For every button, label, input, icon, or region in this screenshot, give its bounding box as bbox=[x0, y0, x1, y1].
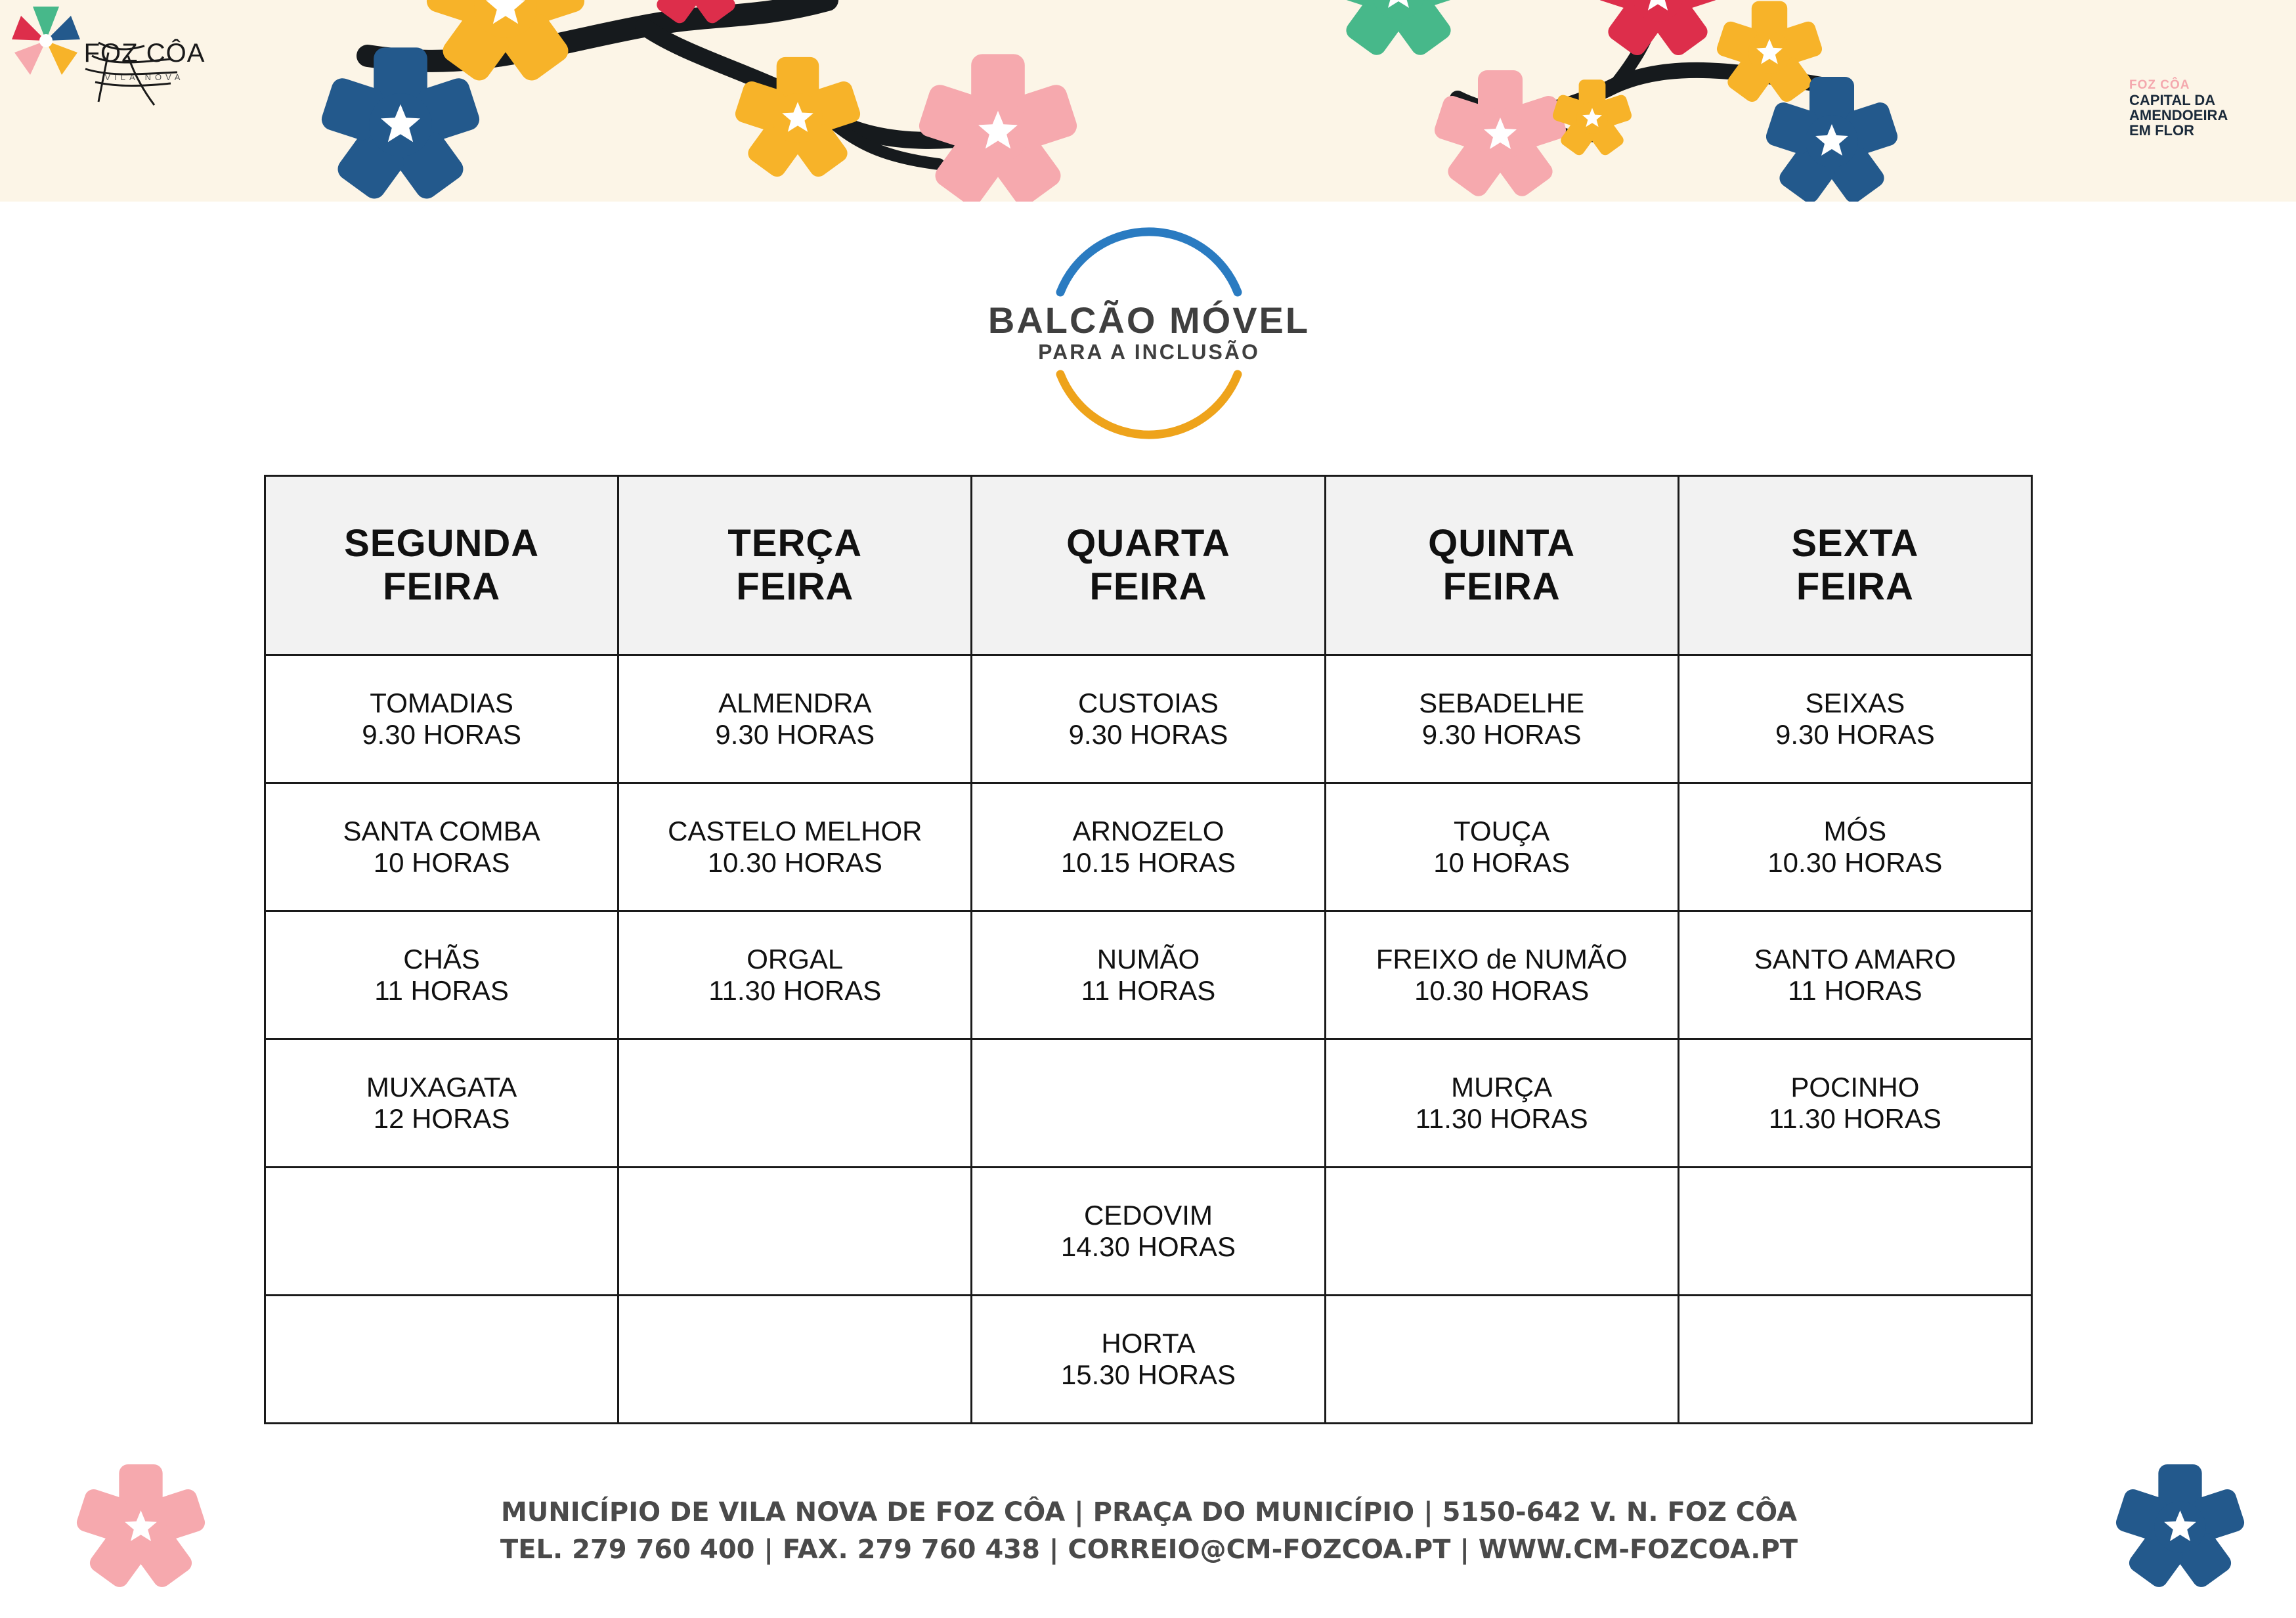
schedule-row bbox=[265, 783, 2032, 911]
schedule-cell bbox=[265, 783, 618, 911]
footer-address: MUNICÍPIO DE VILA NOVA DE FOZ CÔA | PRAÇA DO MUNICÍPIO | 5150-642 V. N. FOZ CÔA bbox=[501, 1497, 1797, 1527]
stop-time: 10.15 HORAS bbox=[1060, 847, 1236, 878]
schedule-cell bbox=[618, 1296, 972, 1424]
stop-place: FREIXO de NUMÃO bbox=[1375, 944, 1628, 974]
stop-place: SEIXAS bbox=[1805, 688, 1905, 718]
header-thursday: QUINTA FEIRA bbox=[1325, 476, 1678, 655]
stop-place: ORGAL bbox=[747, 944, 844, 974]
schedule-cell bbox=[1325, 1168, 1678, 1296]
stop-time: 11 HORAS bbox=[1788, 975, 1922, 1006]
schedule-cell bbox=[265, 1168, 618, 1296]
stop-place: POCINHO bbox=[1790, 1072, 1920, 1103]
footer-contact bbox=[460, 1494, 1838, 1569]
stop-place: NUMÃO bbox=[1096, 944, 1200, 974]
foz-coa-logo-name: FOZ CÔA bbox=[83, 39, 206, 68]
schedule-cell bbox=[1678, 1168, 2031, 1296]
stop-time: 15.30 HORAS bbox=[1060, 1359, 1236, 1390]
schedule-cell bbox=[265, 911, 618, 1039]
schedule-cell bbox=[1325, 1296, 1678, 1424]
stop-place: TOUÇA bbox=[1454, 816, 1550, 846]
stop-time: 9.30 HORAS bbox=[715, 719, 875, 750]
stop-time: 9.30 HORAS bbox=[1421, 719, 1582, 750]
schedule-cell bbox=[265, 655, 618, 783]
header-wednesday: QUARTA FEIRA bbox=[972, 476, 1325, 655]
balcao-movel-logo bbox=[978, 227, 1320, 443]
pink-flower-icon bbox=[74, 1463, 208, 1591]
stop-place: CUSTOIAS bbox=[1078, 688, 1219, 718]
schedule-cell bbox=[1678, 911, 2031, 1039]
header-tuesday: TERÇA FEIRA bbox=[618, 476, 972, 655]
blossom-branch-illustration bbox=[0, 0, 2296, 202]
schedule-cell bbox=[972, 1168, 1325, 1296]
capital-amendoeira-text bbox=[2129, 77, 2261, 138]
stop-time: 9.30 HORAS bbox=[1775, 719, 1935, 750]
stop-time: 10.30 HORAS bbox=[1414, 975, 1590, 1006]
stop-time: 11.30 HORAS bbox=[1768, 1103, 1941, 1134]
capital-line2: AMENDOEIRA bbox=[2129, 107, 2228, 123]
schedule-row bbox=[265, 911, 2032, 1039]
schedule-row bbox=[265, 1039, 2032, 1168]
schedule-cell bbox=[1325, 911, 1678, 1039]
schedule-cell bbox=[972, 783, 1325, 911]
capital-line1: CAPITAL DA bbox=[2129, 92, 2216, 108]
stop-place: SEBADELHE bbox=[1419, 688, 1585, 718]
stop-time: 9.30 HORAS bbox=[1068, 719, 1228, 750]
stop-place: CHÃS bbox=[403, 944, 480, 974]
schedule-cell bbox=[618, 783, 972, 911]
stop-time: 10 HORAS bbox=[373, 847, 510, 878]
stop-time: 12 HORAS bbox=[373, 1103, 510, 1134]
schedule-cell bbox=[1325, 655, 1678, 783]
stop-place: ALMENDRA bbox=[718, 688, 872, 718]
schedule-row bbox=[265, 1168, 2032, 1296]
schedule-cell bbox=[618, 1039, 972, 1168]
schedule-cell bbox=[1325, 783, 1678, 911]
schedule-cell bbox=[972, 655, 1325, 783]
schedule-cell bbox=[1678, 783, 2031, 911]
balcao-subtitle: PARA A INCLUSÃO bbox=[1038, 340, 1260, 364]
stop-time: 11 HORAS bbox=[1081, 975, 1216, 1006]
schedule-cell bbox=[618, 1168, 972, 1296]
schedule-cell bbox=[265, 1296, 618, 1424]
foz-coa-logo-sub: VILA NOVA bbox=[104, 72, 184, 82]
capital-line3: EM FLOR bbox=[2129, 122, 2194, 139]
blue-flower-icon bbox=[2113, 1463, 2247, 1591]
schedule-cell bbox=[618, 911, 972, 1039]
schedule-cell bbox=[1325, 1039, 1678, 1168]
schedule-header-row bbox=[265, 476, 2032, 655]
schedule-row bbox=[265, 655, 2032, 783]
schedule-cell bbox=[972, 1296, 1325, 1424]
stop-place: MÓS bbox=[1823, 816, 1887, 846]
header-friday: SEXTA FEIRA bbox=[1678, 476, 2031, 655]
stop-place: CEDOVIM bbox=[1083, 1200, 1213, 1231]
schedule-cell bbox=[1678, 1296, 2031, 1424]
stop-place: TOMADIAS bbox=[370, 688, 513, 718]
schedule-cell bbox=[1678, 655, 2031, 783]
stop-place: MURÇA bbox=[1451, 1072, 1553, 1103]
stop-time: 11.30 HORAS bbox=[1415, 1103, 1588, 1134]
stop-place: MUXAGATA bbox=[366, 1072, 517, 1103]
capital-amendoeira-flower-icon bbox=[0, 0, 217, 85]
header-monday: SEGUNDA FEIRA bbox=[265, 476, 618, 655]
schedule-cell bbox=[265, 1039, 618, 1168]
stop-place: HORTA bbox=[1101, 1328, 1196, 1359]
stop-time: 10.30 HORAS bbox=[707, 847, 882, 878]
stop-place: CASTELO MELHOR bbox=[668, 816, 922, 846]
stop-time: 9.30 HORAS bbox=[362, 719, 521, 750]
schedule-cell bbox=[972, 1039, 1325, 1168]
header-banner bbox=[0, 0, 2296, 202]
stop-time: 14.30 HORAS bbox=[1060, 1231, 1236, 1262]
stop-time: 11 HORAS bbox=[374, 975, 509, 1006]
schedule-row bbox=[265, 1296, 2032, 1424]
stop-time: 11.30 HORAS bbox=[708, 975, 882, 1006]
stop-place: ARNOZELO bbox=[1072, 816, 1224, 846]
stop-time: 10.30 HORAS bbox=[1767, 847, 1943, 878]
stop-time: 10 HORAS bbox=[1433, 847, 1570, 878]
balcao-title: BALCÃO MÓVEL bbox=[987, 299, 1310, 341]
stop-place: SANTO AMARO bbox=[1754, 944, 1957, 974]
schedule-table bbox=[264, 475, 2033, 1424]
schedule-cell bbox=[972, 911, 1325, 1039]
schedule-cell bbox=[618, 655, 972, 783]
schedule-cell bbox=[1678, 1039, 2031, 1168]
footer-contacts: TEL. 279 760 400 | FAX. 279 760 438 | CORREIO@CM-FOZCOA.PT | WWW.CM-FOZCOA.PT bbox=[500, 1535, 1798, 1565]
capital-prefix: FOZ CÔA bbox=[2129, 78, 2190, 92]
stop-place: SANTA COMBA bbox=[343, 816, 540, 846]
